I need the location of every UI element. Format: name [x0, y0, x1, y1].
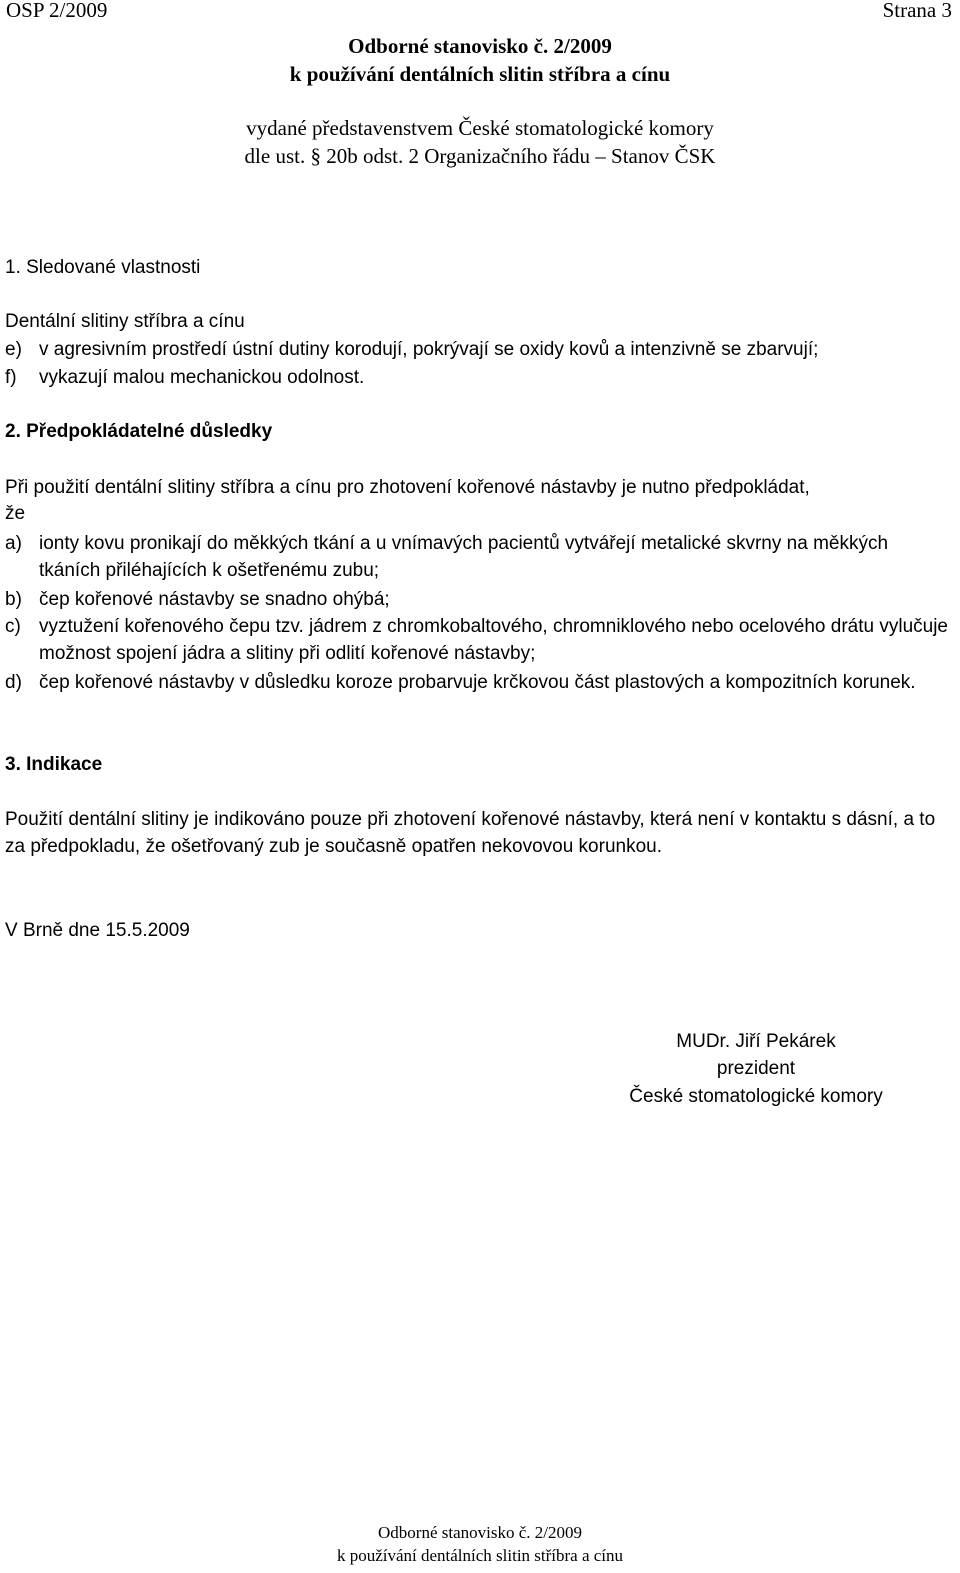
list-item-label: a)	[5, 533, 22, 554]
footer-title: Odborné stanovisko č. 2/2009	[378, 1523, 582, 1542]
list-item-label: e)	[5, 339, 22, 360]
section1-heading: 1. Sledované vlastnosti	[5, 257, 201, 278]
issued-by: vydané představenstvem České stomatologické komory	[246, 116, 714, 140]
list-item-text: čep kořenové nástavby se snadno ohýbá;	[39, 589, 390, 610]
place-date: V Brně dne 15.5.2009	[5, 920, 190, 941]
issued-basis: dle ust. § 20b odst. 2 Organizačního řádu – Stanov ČSK	[244, 144, 716, 168]
list-item-text: v agresivním prostředí ústní dutiny korodují, pokrývají se oxidy kovů a intenzivně se zbarvují;	[39, 339, 819, 360]
signature-name: MUDr. Jiří Pekárek	[676, 1031, 836, 1052]
list-item-text: vykazují malou mechanickou odolnost.	[39, 367, 365, 388]
header-left: OSP 2/2009	[6, 0, 108, 22]
list-item	[5, 364, 955, 391]
section3-text: Použití dentální slitiny je indikováno pouze při zhotovení kořenové nástavby, která není v kontaktu s dásní, a to za předpokladu, že ošetřovaný zub je současně opatřen nekovovou korunkou.	[5, 809, 936, 857]
list-item-text: vyztužení kořenového čepu tzv. jádrem z chromkobaltového, chromniklového nebo ocelového drátu vylučuje možnost spojení jádra a slitiny při odlití kořenové nástavby;	[39, 616, 948, 664]
list-item-label: d)	[5, 672, 22, 693]
list-item	[5, 530, 955, 584]
signature-org: České stomatologické komory	[629, 1086, 883, 1107]
list-item	[5, 613, 955, 667]
list-item-text: ionty kovu pronikají do měkkých tkání a u vnímavých pacientů vytvářejí metalické skvrny na měkkých tkáních přiléhajících k ošetřenému zubu;	[39, 533, 889, 581]
section2-heading: 2. Předpokládatelné důsledky	[5, 421, 273, 442]
section2-intro-cont: že	[5, 503, 26, 524]
list-item-label: f)	[5, 367, 17, 388]
list-item	[5, 586, 955, 613]
document-title: Odborné stanovisko č. 2/2009	[348, 34, 612, 58]
list-item-text: čep kořenové nástavby v důsledku koroze probarvuje krčkovou část plastových a kompozitních korunek.	[39, 672, 916, 693]
section1-intro: Dentální slitiny stříbra a cínu	[5, 311, 245, 332]
list-item-label: b)	[5, 589, 22, 610]
signature-role: prezident	[716, 1058, 796, 1079]
list-item	[5, 336, 955, 363]
list-item-label: c)	[5, 616, 21, 637]
document-subtitle: k používání dentálních slitin stříbra a cínu	[289, 62, 671, 86]
section2-intro: Při použití dentální slitiny stříbra a cínu pro zhotovení kořenové nástavby je nutno předpokládat,	[5, 477, 810, 498]
footer-subtitle: k používání dentálních slitin stříbra a cínu	[336, 1546, 624, 1565]
list-item	[5, 669, 955, 696]
header-right: Strana 3	[882, 0, 952, 22]
section3-heading: 3. Indikace	[5, 754, 103, 775]
